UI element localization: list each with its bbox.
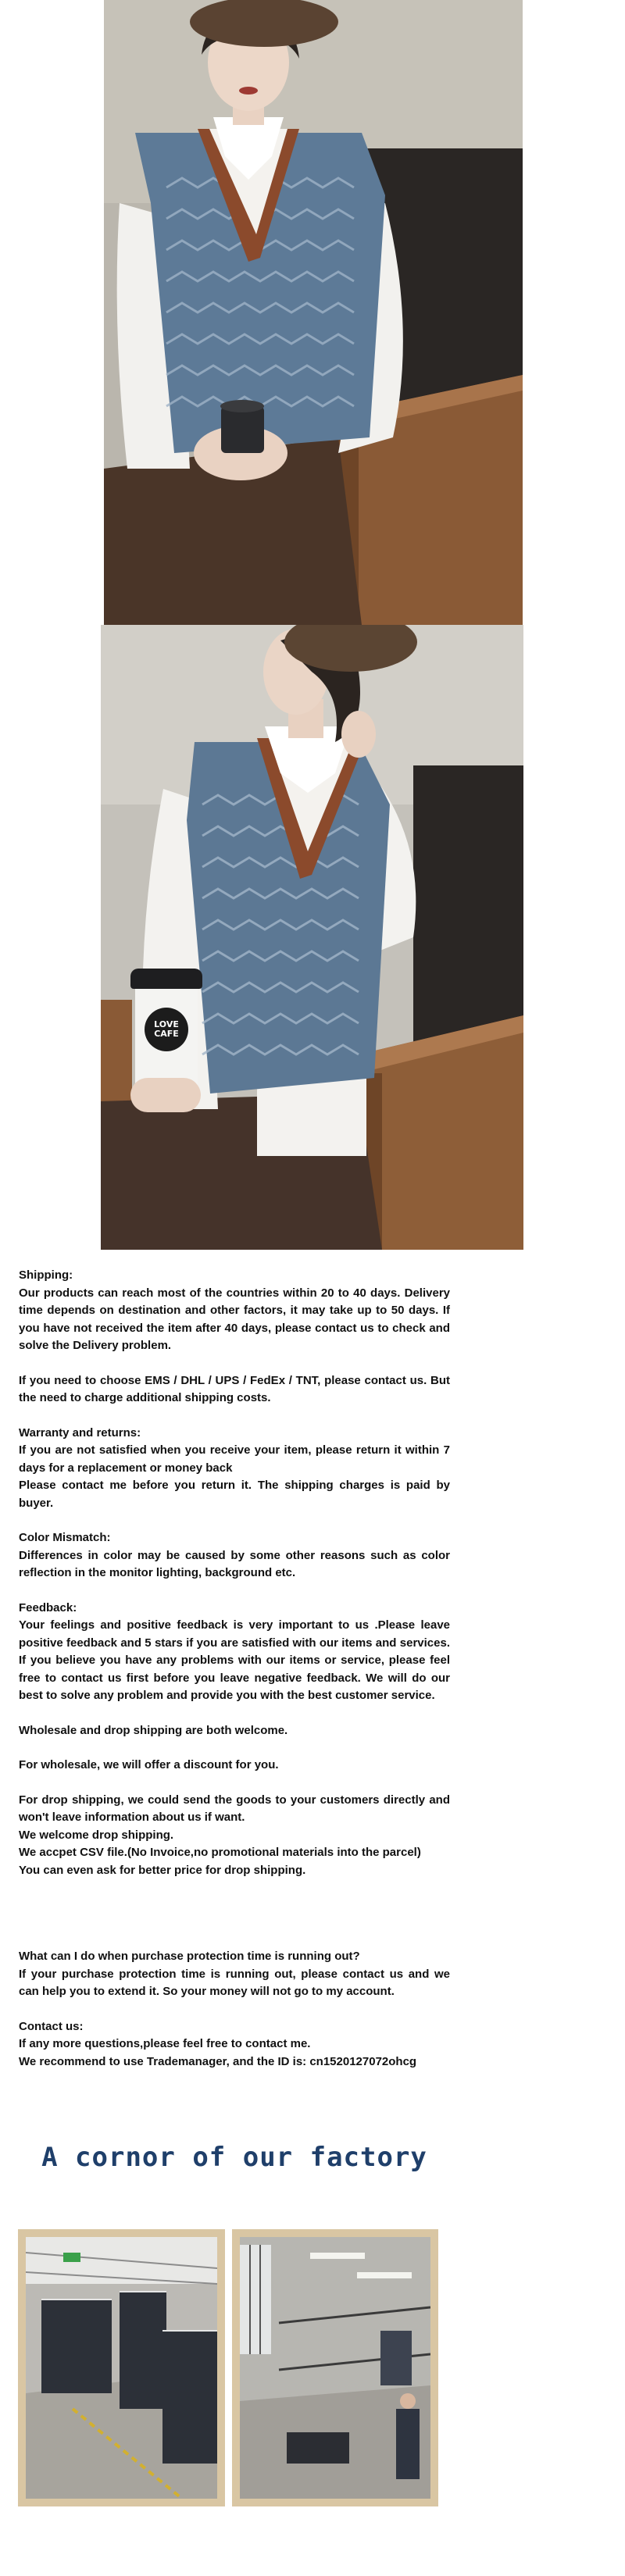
product-photo-side [101,625,523,1250]
store-policy-text [19,1267,450,2071]
contact-heading: Contact us: [19,2019,84,2033]
factory-photo-right [232,2229,438,2506]
cup-logo-line2: CAFE [154,1029,179,1039]
product-photo-side-drawing [101,625,523,1250]
warranty-paragraph-1: If you are not satisfied when you receive your item, please return it within 7 days for a replacement or money back [19,1443,450,1475]
cup-hand [130,1078,201,1112]
dropship-line-2: We welcome drop shipping. [19,1828,174,1842]
cup-lid [130,969,202,989]
factory-photo-left-drawing [26,2237,217,2499]
warranty-paragraph-2: Please contact me before you return it. The shipping charges is paid by buyer. [19,1479,450,1510]
feedback-paragraph: Your feelings and positive feedback is very important to us .Please leave positive feedback and 5 stars if you are satisfied with our items and services. If you believe you have any problems with our items or service, please feel free to contact us first before you leave negative feedback. We will do our best to solve any problem and provide you with the best customer service. [19,1618,450,1702]
feedback-heading: Feedback: [19,1600,77,1614]
warranty-heading: Warranty and returns: [19,1425,141,1440]
dropship-line-1: For drop shipping, we could send the goods to your customers directly and won't leave information about us if want. [19,1793,450,1824]
color-mismatch-heading: Color Mismatch: [19,1531,111,1544]
cup-logo [145,1008,188,1051]
contact-line-2: We recommend to use Trademanager, and the ID is: cn1520127072ohcg [19,2054,417,2068]
dropship-line-4: You can even ask for better price for drop shipping. [19,1863,306,1877]
contact-line-1: If any more questions,please feel free to contact me. [19,2037,311,2050]
cup-logo-line1: LOVE [154,1019,179,1029]
shipping-paragraph-1: Our products can reach most of the countries within 20 to 40 days. Delivery time depends on destination and other factors, it may take up to 50 days. If you have not received the item after 40 days, please contact us to check and solve the Delivery problem. [19,1286,450,1352]
wholesale-line-2: For wholesale, we will offer a discount for you. [19,1758,279,1771]
factory-title: A cornor of our factory [41,2142,427,2173]
protection-answer: If your purchase protection time is running out, please contact us and we can help you to extend it. So your money will not go to my account. [19,1967,450,1998]
factory-photo-left [18,2229,225,2506]
factory-photo-right-drawing [240,2237,430,2499]
shipping-heading: Shipping: [19,1268,73,1282]
shipping-paragraph-2: If you need to choose EMS / DHL / UPS / FedEx / TNT, please contact us. But the need to charge additional shipping costs. [19,1373,450,1404]
product-photo-front [104,0,523,625]
color-mismatch-paragraph: Differences in color may be caused by some other reasons such as color reflection in the monitor lighting, background etc. [19,1548,450,1579]
wholesale-line-1: Wholesale and drop shipping are both welcome. [19,1723,288,1737]
protection-question: What can I do when purchase protection time is running out? [19,1950,360,1963]
product-photo-front-drawing [104,0,523,625]
dropship-line-3: We accpet CSV file.(No Invoice,no promotional materials into the parcel) [19,1846,421,1859]
coffee-cup [130,969,202,1117]
